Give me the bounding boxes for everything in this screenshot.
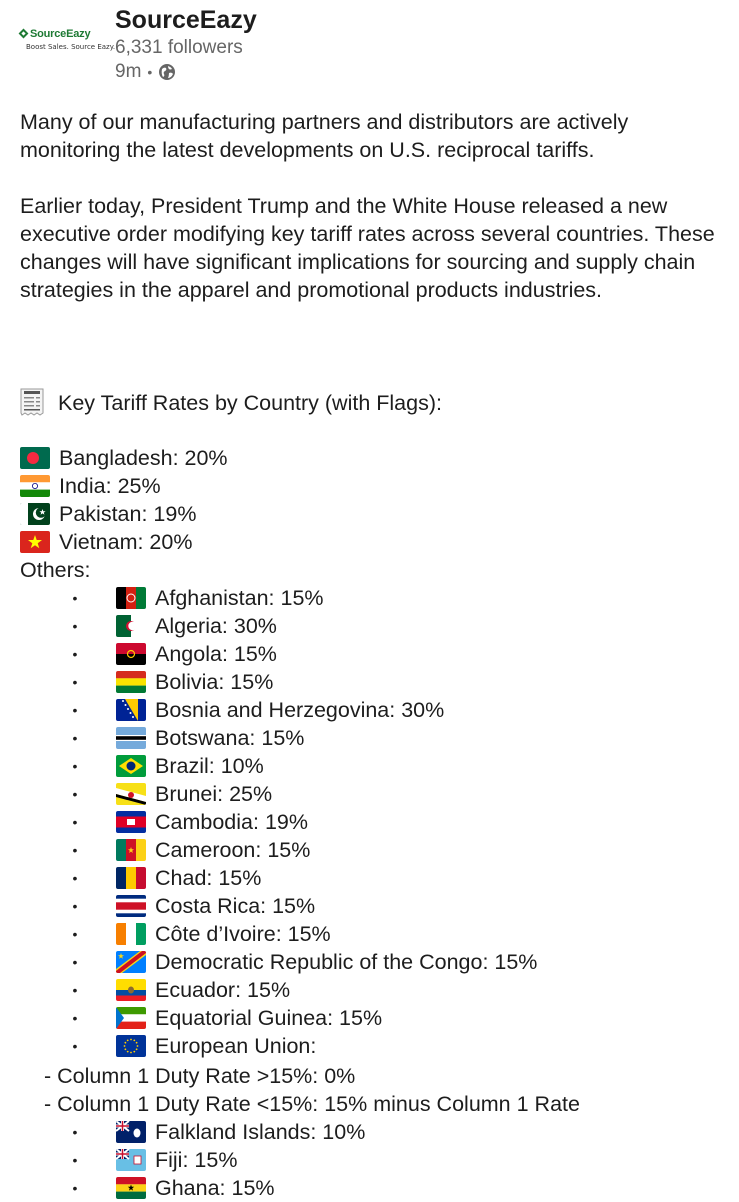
bullet: • xyxy=(72,590,78,606)
country-line-botswana xyxy=(116,724,304,752)
follower-count: 6,331 followers xyxy=(115,37,243,58)
post-meta xyxy=(115,61,176,83)
country-text: Falkland Islands: 10% xyxy=(155,1120,366,1144)
bullet: • xyxy=(72,674,78,690)
cameroon-flag-icon xyxy=(116,839,146,861)
country-text: Brazil: 10% xyxy=(155,754,264,778)
post-paragraph-1: Many of our manufacturing partners and distributors are actively monitoring the latest developments on U.S. reciprocal tariffs. xyxy=(20,110,629,162)
country-text: Bangladesh: 20% xyxy=(59,446,228,470)
bullet: • xyxy=(72,758,78,774)
chad-flag-icon xyxy=(116,867,146,889)
cambodia-flag-icon xyxy=(116,811,146,833)
bullet: • xyxy=(72,842,78,858)
country-line-fiji xyxy=(116,1146,237,1174)
eu-flag-icon xyxy=(116,1035,146,1057)
bullet: • xyxy=(72,1124,78,1140)
costa-rica-flag-icon xyxy=(116,895,146,917)
botswana-flag-icon xyxy=(116,727,146,749)
country-line-cote-divoire xyxy=(116,920,331,948)
bullet: • xyxy=(72,702,78,718)
bullet: • xyxy=(72,1038,78,1054)
eu-rule-line: - Column 1 Duty Rate <15%: 15% minus Column 1 Rate xyxy=(44,1092,580,1116)
bullet: • xyxy=(72,1180,78,1196)
tariff-heading xyxy=(20,388,442,417)
country-line-dr-congo xyxy=(116,948,537,976)
country-line-equatorial-guinea xyxy=(116,1004,382,1032)
india-flag-icon xyxy=(20,475,50,497)
country-line-india xyxy=(20,472,161,500)
brazil-flag-icon xyxy=(116,755,146,777)
country-text: Vietnam: 20% xyxy=(59,530,193,554)
bullet: • xyxy=(72,1010,78,1026)
country-line-ghana xyxy=(116,1174,275,1202)
country-line-eu xyxy=(116,1032,316,1060)
post-time: 9m xyxy=(115,61,142,82)
vietnam-flag-icon xyxy=(20,531,50,553)
algeria-flag-icon xyxy=(116,615,146,637)
bangladesh-flag-icon xyxy=(20,447,50,469)
cote-divoire-flag-icon xyxy=(116,923,146,945)
country-text: Equatorial Guinea: 15% xyxy=(155,1006,383,1030)
bullet: • xyxy=(72,1152,78,1168)
country-text: Angola: 15% xyxy=(155,642,277,666)
country-line-vietnam xyxy=(20,528,192,556)
bullet: • xyxy=(72,618,78,634)
bullet: • xyxy=(72,870,78,886)
logo-diamond-icon xyxy=(19,29,29,39)
company-logo[interactable] xyxy=(22,28,116,56)
ghana-flag-icon xyxy=(116,1177,146,1199)
others-label: Others: xyxy=(20,558,91,582)
country-text: Chad: 15% xyxy=(155,866,262,890)
country-text: Ghana: 15% xyxy=(155,1176,275,1200)
angola-flag-icon xyxy=(116,643,146,665)
country-line-chad xyxy=(116,864,261,892)
bolivia-flag-icon xyxy=(116,671,146,693)
country-line-ecuador xyxy=(116,976,290,1004)
meta-separator: • xyxy=(147,64,153,80)
country-text: Ecuador: 15% xyxy=(155,978,291,1002)
country-text: Botswana: 15% xyxy=(155,726,305,750)
country-text: Democratic Republic of the Congo: 15% xyxy=(155,950,538,974)
country-text: Cameroon: 15% xyxy=(155,838,311,862)
bullet: • xyxy=(72,786,78,802)
logo-wordmark: SourceEazy xyxy=(30,28,91,40)
country-line-falkland xyxy=(116,1118,365,1146)
country-text: Fiji: 15% xyxy=(155,1148,238,1172)
country-text: Bolivia: 15% xyxy=(155,670,274,694)
country-line-bolivia xyxy=(116,668,273,696)
country-text: Côte d’Ivoire: 15% xyxy=(155,922,331,946)
country-text: Bosnia and Herzegovina: 30% xyxy=(155,698,445,722)
bullet: • xyxy=(72,898,78,914)
company-name[interactable]: SourceEazy xyxy=(115,6,257,34)
country-line-costa-rica xyxy=(116,892,315,920)
post-paragraph-2: Earlier today, President Trump and the White House released a new executive order modifying key tariff rates across several countries. These changes will have significant implications for sourcing and supply chain strategies in the apparel and promotional products industries. xyxy=(20,194,715,302)
country-line-brazil xyxy=(116,752,264,780)
afghanistan-flag-icon xyxy=(116,587,146,609)
tariff-heading-text: Key Tariff Rates by Country (with Flags): xyxy=(58,391,442,415)
brunei-flag-icon xyxy=(116,783,146,805)
bullet: • xyxy=(72,730,78,746)
country-line-bangladesh xyxy=(20,444,228,472)
country-line-angola xyxy=(116,640,277,668)
country-text: Pakistan: 19% xyxy=(59,502,197,526)
country-line-pakistan xyxy=(20,500,196,528)
country-text: European Union: xyxy=(155,1034,317,1058)
bullet: • xyxy=(72,814,78,830)
eu-rule-line: - Column 1 Duty Rate >15%: 0% xyxy=(44,1064,356,1088)
bullet: • xyxy=(72,982,78,998)
country-line-brunei xyxy=(116,780,272,808)
country-text: India: 25% xyxy=(59,474,161,498)
dr-congo-flag-icon xyxy=(116,951,146,973)
ecuador-flag-icon xyxy=(116,979,146,1001)
country-text: Brunei: 25% xyxy=(155,782,273,806)
falkland-flag-icon xyxy=(116,1121,146,1143)
country-text: Costa Rica: 15% xyxy=(155,894,316,918)
country-line-afghanistan xyxy=(116,584,324,612)
bullet: • xyxy=(72,954,78,970)
country-text: Cambodia: 19% xyxy=(155,810,308,834)
bullet: • xyxy=(72,926,78,942)
country-line-cambodia xyxy=(116,808,308,836)
country-text: Algeria: 30% xyxy=(155,614,277,638)
globe-icon xyxy=(158,63,176,81)
receipt-icon xyxy=(20,388,44,416)
country-line-cameroon xyxy=(116,836,310,864)
country-text: Afghanistan: 15% xyxy=(155,586,324,610)
country-line-bosnia xyxy=(116,696,444,724)
bosnia-flag-icon xyxy=(116,699,146,721)
logo-tagline: Boost Sales. Source Eazy. xyxy=(26,43,116,51)
equatorial-guinea-flag-icon xyxy=(116,1007,146,1029)
bullet: • xyxy=(72,646,78,662)
post-header xyxy=(0,0,739,92)
country-line-algeria xyxy=(116,612,277,640)
pakistan-flag-icon xyxy=(20,503,50,525)
fiji-flag-icon xyxy=(116,1149,146,1171)
